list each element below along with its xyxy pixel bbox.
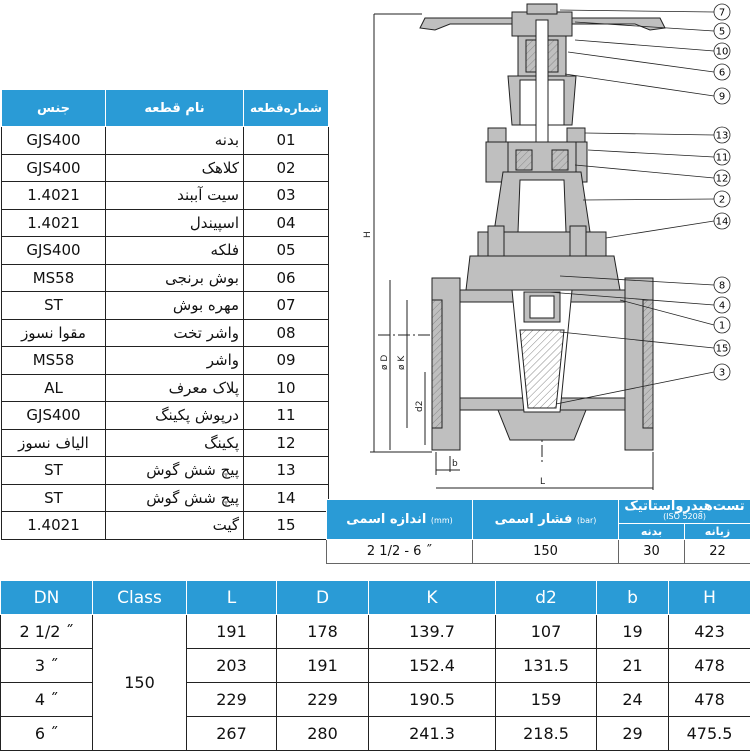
- b-value: 21: [597, 649, 669, 683]
- part-material: AL: [2, 374, 106, 402]
- part-name: سیت آببند: [106, 182, 244, 210]
- callout-number: 8: [718, 280, 726, 292]
- parts-row: [2, 209, 329, 237]
- callout-leader: [565, 74, 714, 96]
- parts-row: [2, 237, 329, 265]
- dimension-row: [1, 615, 750, 649]
- callout-number: 7: [718, 7, 726, 19]
- callout-number: 5: [718, 26, 726, 38]
- part-material: 1.4021: [2, 209, 106, 237]
- pressure-value: 150: [473, 540, 619, 564]
- header-part-no: شماره‌قطعه: [244, 90, 329, 127]
- callout-number: 14: [715, 216, 729, 228]
- callout-leader: [560, 10, 714, 12]
- d-value: 191: [277, 649, 369, 683]
- part-name: بدنه: [106, 127, 244, 155]
- dn-value: 3 ˝: [1, 649, 93, 683]
- d-value: 178: [277, 615, 369, 649]
- dim-header-l: L: [187, 581, 277, 615]
- b-value: 29: [597, 717, 669, 751]
- callout-leader: [588, 150, 714, 157]
- part-material: GJS400: [2, 237, 106, 265]
- part-name: بوش برنجی: [106, 264, 244, 292]
- test-header-text: تست‌هیدرواستاتیک: [624, 498, 745, 514]
- part-material: MS58: [2, 264, 106, 292]
- part-material: ST: [2, 292, 106, 320]
- dim-header-class: Class: [93, 581, 187, 615]
- dim-header-dn: DN: [1, 581, 93, 615]
- part-name: پلاک معرف: [106, 374, 244, 402]
- parts-row: [2, 512, 329, 540]
- part-number: 08: [244, 319, 329, 347]
- parts-row: [2, 347, 329, 375]
- callout-number: 15: [715, 343, 729, 355]
- callout-number: 1: [718, 320, 726, 332]
- pressure-header: [473, 500, 619, 540]
- k-value: 152.4: [369, 649, 496, 683]
- parts-row: [2, 319, 329, 347]
- d2-value: 107: [496, 615, 597, 649]
- part-number: 03: [244, 182, 329, 210]
- parts-row: [2, 264, 329, 292]
- parts-table: [1, 89, 329, 540]
- callout-leader: [568, 52, 714, 72]
- dim-header-b: b: [597, 581, 669, 615]
- size-header: [327, 500, 473, 540]
- part-name: مهره بوش: [106, 292, 244, 320]
- parts-row: [2, 154, 329, 182]
- callout-number: 2: [718, 194, 726, 206]
- dim-header-h: H: [669, 581, 750, 615]
- size-unit: (mm): [430, 516, 453, 525]
- callout-number: 13: [715, 130, 729, 142]
- parts-row: [2, 374, 329, 402]
- dim-label-b: b: [452, 459, 458, 469]
- dimension-header-row: [1, 581, 750, 615]
- part-material: 1.4021: [2, 182, 106, 210]
- part-number: 02: [244, 154, 329, 182]
- h-value: 423: [669, 615, 750, 649]
- header-material: جنس: [2, 90, 106, 127]
- part-material: مقوا نسوز: [2, 319, 106, 347]
- part-name: پکینگ: [106, 429, 244, 457]
- parts-row: [2, 292, 329, 320]
- part-number: 04: [244, 209, 329, 237]
- l-value: 203: [187, 649, 277, 683]
- dim-label-h: H: [363, 231, 373, 238]
- part-material: ST: [2, 484, 106, 512]
- parts-row: [2, 484, 329, 512]
- part-name: واشر تخت: [106, 319, 244, 347]
- dn-value: 4 ˝: [1, 683, 93, 717]
- part-material: ST: [2, 457, 106, 485]
- callout-number: 6: [718, 67, 726, 79]
- part-material: GJS400: [2, 402, 106, 430]
- d2-value: 159: [496, 683, 597, 717]
- class-value: 150: [93, 615, 187, 751]
- part-number: 10: [244, 374, 329, 402]
- b-value: 19: [597, 615, 669, 649]
- part-number: 13: [244, 457, 329, 485]
- seat-test-value: 22: [685, 540, 750, 564]
- callout-leader: [583, 199, 714, 200]
- callout-number: 4: [718, 300, 726, 312]
- parts-row: [2, 127, 329, 155]
- dim-label-d: ø D: [380, 354, 390, 370]
- callout-number: 9: [718, 91, 726, 103]
- h-value: 475.5: [669, 717, 750, 751]
- size-header-text: اندازه اسمی: [346, 512, 427, 527]
- l-value: 267: [187, 717, 277, 751]
- dn-value: 6 ˝: [1, 717, 93, 751]
- seat-label: زبانه: [685, 524, 750, 540]
- d-value: 280: [277, 717, 369, 751]
- part-name: پیچ شش گوش: [106, 484, 244, 512]
- parts-row: [2, 402, 329, 430]
- part-number: 11: [244, 402, 329, 430]
- dim-header-k: K: [369, 581, 496, 615]
- size-value: 2 1/2 - 6 ˝: [327, 540, 473, 564]
- part-material: 1.4021: [2, 512, 106, 540]
- dim-header-d: D: [277, 581, 369, 615]
- part-material: GJS400: [2, 127, 106, 155]
- parts-row: [2, 429, 329, 457]
- h-value: 478: [669, 649, 750, 683]
- part-number: 12: [244, 429, 329, 457]
- part-name: درپوش پکینگ: [106, 402, 244, 430]
- callout-leader: [575, 40, 714, 51]
- part-number: 01: [244, 127, 329, 155]
- dim-label-l: L: [540, 477, 546, 487]
- k-value: 190.5: [369, 683, 496, 717]
- part-material: GJS400: [2, 154, 106, 182]
- part-name: گیت: [106, 512, 244, 540]
- k-value: 241.3: [369, 717, 496, 751]
- callout-leader: [585, 133, 714, 135]
- dim-label-d2: d2: [415, 400, 425, 412]
- callout-leader: [606, 221, 714, 238]
- part-material: الیاف نسوز: [2, 429, 106, 457]
- dim-label-k: ø K: [397, 355, 407, 370]
- part-name: کلاهک: [106, 154, 244, 182]
- gate-valve-drawing: [340, 0, 750, 500]
- d-value: 229: [277, 683, 369, 717]
- callout-leader: [575, 165, 714, 178]
- part-name: پیچ شش گوش: [106, 457, 244, 485]
- parts-header-row: [2, 90, 329, 127]
- test-standard: (ISO 5208): [663, 511, 706, 521]
- callout-number: 11: [715, 152, 729, 164]
- h-value: 478: [669, 683, 750, 717]
- parts-row: [2, 457, 329, 485]
- part-number: 05: [244, 237, 329, 265]
- part-number: 07: [244, 292, 329, 320]
- part-material: MS58: [2, 347, 106, 375]
- dn-value: 2 1/2 ˝: [1, 615, 93, 649]
- dim-header-d2: d2: [496, 581, 597, 615]
- dimension-table: [0, 580, 750, 751]
- pressure-header-text: فشار اسمی: [494, 512, 573, 527]
- callout-number: 3: [718, 367, 726, 379]
- part-name: فلکه: [106, 237, 244, 265]
- pressure-unit: (bar): [576, 516, 597, 525]
- part-name: واشر: [106, 347, 244, 375]
- parts-row: [2, 182, 329, 210]
- test-header: [619, 500, 750, 524]
- part-number: 14: [244, 484, 329, 512]
- part-number: 15: [244, 512, 329, 540]
- part-number: 09: [244, 347, 329, 375]
- callout-number: 12: [715, 173, 729, 185]
- part-name: اسپیندل: [106, 209, 244, 237]
- body-test-value: 30: [619, 540, 685, 564]
- header-part-name: نام قطعه: [106, 90, 244, 127]
- l-value: 229: [187, 683, 277, 717]
- l-value: 191: [187, 615, 277, 649]
- part-number: 06: [244, 264, 329, 292]
- b-value: 24: [597, 683, 669, 717]
- body-label: بدنه: [619, 524, 685, 540]
- d2-value: 131.5: [496, 649, 597, 683]
- d2-value: 218.5: [496, 717, 597, 751]
- callout-number: 10: [715, 46, 729, 58]
- k-value: 139.7: [369, 615, 496, 649]
- pressure-table: [326, 499, 750, 564]
